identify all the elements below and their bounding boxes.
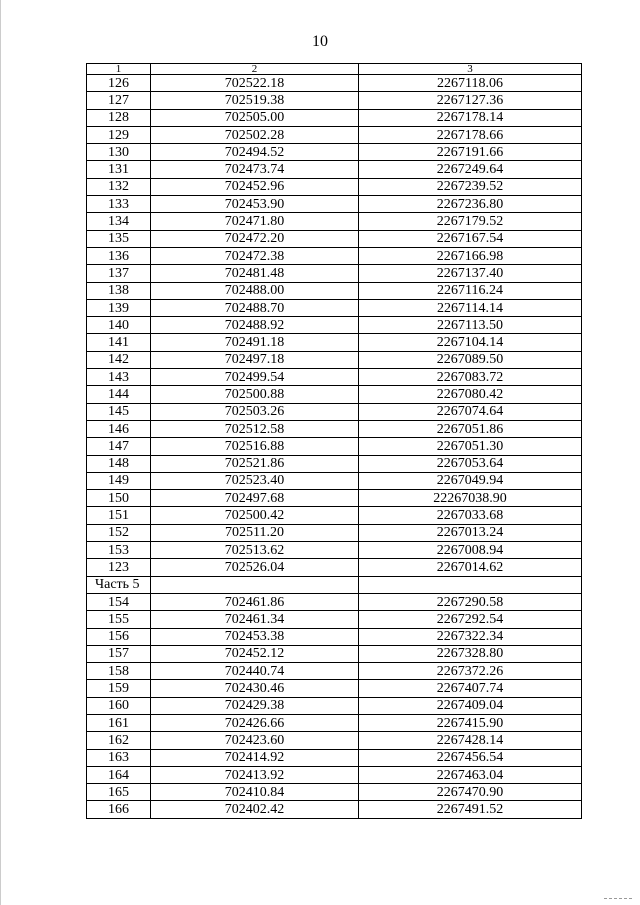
y-coordinate-cell: 2267166.98: [359, 247, 582, 264]
point-number-cell: 131: [87, 161, 151, 178]
coordinates-table-body: [87, 64, 582, 819]
table-row: [87, 663, 582, 680]
table-row: [87, 265, 582, 282]
y-coordinate-cell: 2267322.34: [359, 628, 582, 645]
y-coordinate-cell: 2267127.36: [359, 92, 582, 109]
point-number-cell: 130: [87, 144, 151, 161]
x-coordinate-cell: 702488.92: [151, 317, 359, 334]
x-coordinate-cell: 702472.20: [151, 230, 359, 247]
x-coordinate-cell: 702500.88: [151, 386, 359, 403]
point-number-cell: 142: [87, 351, 151, 368]
y-coordinate-cell: 2267290.58: [359, 593, 582, 610]
x-coordinate-cell: 702522.18: [151, 75, 359, 92]
table-row: [87, 247, 582, 264]
table-row: [87, 455, 582, 472]
point-number-cell: 146: [87, 420, 151, 437]
point-number-cell: 154: [87, 593, 151, 610]
table-row: [87, 196, 582, 213]
point-number-cell: 157: [87, 645, 151, 662]
page-edge: [0, 0, 1, 905]
y-coordinate-cell: 2267080.42: [359, 386, 582, 403]
point-number-cell: 161: [87, 714, 151, 731]
point-number-cell: 132: [87, 178, 151, 195]
table-row: [87, 334, 582, 351]
table-row: [87, 403, 582, 420]
y-coordinate-cell: 2267089.50: [359, 351, 582, 368]
column-header-1: 1: [87, 64, 151, 75]
point-number-cell: 138: [87, 282, 151, 299]
y-coordinate-cell: 2267053.64: [359, 455, 582, 472]
y-coordinate-cell: 2267013.24: [359, 524, 582, 541]
table-row: [87, 593, 582, 610]
x-coordinate-cell: 702505.00: [151, 109, 359, 126]
page-edge-mark: [604, 898, 632, 899]
x-coordinate-cell: 702423.60: [151, 732, 359, 749]
table-row: [87, 161, 582, 178]
x-coordinate-cell: 702481.48: [151, 265, 359, 282]
y-coordinate-cell: 2267116.24: [359, 282, 582, 299]
table-row: [87, 75, 582, 92]
x-coordinate-cell: 702526.04: [151, 559, 359, 576]
x-coordinate-cell: 702500.42: [151, 507, 359, 524]
table-row: [87, 386, 582, 403]
point-number-cell: 144: [87, 386, 151, 403]
table-row: [87, 801, 582, 818]
table-row: [87, 611, 582, 628]
y-coordinate-cell: 2267328.80: [359, 645, 582, 662]
y-coordinate-cell: 2267372.26: [359, 663, 582, 680]
table-row: [87, 369, 582, 386]
y-coordinate-cell: 2267008.94: [359, 542, 582, 559]
x-coordinate-cell: 702452.96: [151, 178, 359, 195]
y-coordinate-cell: 2267178.66: [359, 126, 582, 143]
x-coordinate-cell: 702426.66: [151, 714, 359, 731]
table-row: [87, 472, 582, 489]
y-coordinate-cell: 2267239.52: [359, 178, 582, 195]
table-row: [87, 282, 582, 299]
y-coordinate-cell: 2267179.52: [359, 213, 582, 230]
x-coordinate-cell: 702472.38: [151, 247, 359, 264]
y-coordinate-cell: 2267014.62: [359, 559, 582, 576]
y-coordinate-cell: 2267104.14: [359, 334, 582, 351]
table-row: [87, 213, 582, 230]
y-coordinate-cell: 2267292.54: [359, 611, 582, 628]
x-coordinate-cell: 702471.80: [151, 213, 359, 230]
table-row: [87, 420, 582, 437]
point-number-cell: 149: [87, 472, 151, 489]
table-row: [87, 299, 582, 316]
point-number-cell: 162: [87, 732, 151, 749]
x-coordinate-cell: 702453.38: [151, 628, 359, 645]
x-coordinate-cell: 702402.42: [151, 801, 359, 818]
x-coordinate-cell: 702440.74: [151, 663, 359, 680]
point-number-cell: 166: [87, 801, 151, 818]
y-coordinate-cell: 2267118.06: [359, 75, 582, 92]
section-empty-cell: [151, 576, 359, 593]
x-coordinate-cell: 702519.38: [151, 92, 359, 109]
point-number-cell: 137: [87, 265, 151, 282]
point-number-cell: 163: [87, 749, 151, 766]
y-coordinate-cell: 2267167.54: [359, 230, 582, 247]
point-number-cell: 145: [87, 403, 151, 420]
point-number-cell: 135: [87, 230, 151, 247]
point-number-cell: 164: [87, 766, 151, 783]
table-row: [87, 438, 582, 455]
point-number-cell: 136: [87, 247, 151, 264]
x-coordinate-cell: 702516.88: [151, 438, 359, 455]
point-number-cell: 140: [87, 317, 151, 334]
y-coordinate-cell: 2267033.68: [359, 507, 582, 524]
x-coordinate-cell: 702461.34: [151, 611, 359, 628]
y-coordinate-cell: 2267409.04: [359, 697, 582, 714]
table-row: [87, 542, 582, 559]
point-number-cell: 148: [87, 455, 151, 472]
y-coordinate-cell: 2267456.54: [359, 749, 582, 766]
y-coordinate-cell: 2267191.66: [359, 144, 582, 161]
y-coordinate-cell: 2267113.50: [359, 317, 582, 334]
x-coordinate-cell: 702488.70: [151, 299, 359, 316]
table-row: [87, 749, 582, 766]
x-coordinate-cell: 702430.46: [151, 680, 359, 697]
x-coordinate-cell: 702452.12: [151, 645, 359, 662]
y-coordinate-cell: 2267415.90: [359, 714, 582, 731]
point-number-cell: 153: [87, 542, 151, 559]
x-coordinate-cell: 702491.18: [151, 334, 359, 351]
x-coordinate-cell: 702523.40: [151, 472, 359, 489]
table-row: [87, 109, 582, 126]
x-coordinate-cell: 702473.74: [151, 161, 359, 178]
point-number-cell: 155: [87, 611, 151, 628]
point-number-cell: 143: [87, 369, 151, 386]
table-row: [87, 680, 582, 697]
x-coordinate-cell: 702494.52: [151, 144, 359, 161]
y-coordinate-cell: 2267249.64: [359, 161, 582, 178]
column-header-3: 3: [359, 64, 582, 75]
table-row: [87, 351, 582, 368]
point-number-cell: 160: [87, 697, 151, 714]
point-number-cell: 158: [87, 663, 151, 680]
y-coordinate-cell: 2267137.40: [359, 265, 582, 282]
table-row: [87, 784, 582, 801]
y-coordinate-cell: 2267463.04: [359, 766, 582, 783]
table-row: [87, 628, 582, 645]
point-number-cell: 165: [87, 784, 151, 801]
x-coordinate-cell: 702497.68: [151, 490, 359, 507]
table-row: [87, 732, 582, 749]
y-coordinate-cell: 2267114.14: [359, 299, 582, 316]
point-number-cell: 147: [87, 438, 151, 455]
table-row: [87, 697, 582, 714]
x-coordinate-cell: 702453.90: [151, 196, 359, 213]
y-coordinate-cell: 2267074.64: [359, 403, 582, 420]
x-coordinate-cell: 702513.62: [151, 542, 359, 559]
x-coordinate-cell: 702414.92: [151, 749, 359, 766]
table-row: [87, 766, 582, 783]
y-coordinate-cell: 2267051.30: [359, 438, 582, 455]
x-coordinate-cell: 702499.54: [151, 369, 359, 386]
point-number-cell: 127: [87, 92, 151, 109]
y-coordinate-cell: 2267049.94: [359, 472, 582, 489]
table-row: [87, 92, 582, 109]
section-empty-cell: [359, 576, 582, 593]
y-coordinate-cell: 2267407.74: [359, 680, 582, 697]
x-coordinate-cell: 702503.26: [151, 403, 359, 420]
table-row: [87, 317, 582, 334]
x-coordinate-cell: 702410.84: [151, 784, 359, 801]
table-row: [87, 144, 582, 161]
point-number-cell: 133: [87, 196, 151, 213]
table-row: [87, 645, 582, 662]
table-row: [87, 490, 582, 507]
point-number-cell: 159: [87, 680, 151, 697]
point-number-cell: 156: [87, 628, 151, 645]
x-coordinate-cell: 702511.20: [151, 524, 359, 541]
x-coordinate-cell: 702512.58: [151, 420, 359, 437]
point-number-cell: 129: [87, 126, 151, 143]
y-coordinate-cell: 2267083.72: [359, 369, 582, 386]
y-coordinate-cell: 22267038.90: [359, 490, 582, 507]
x-coordinate-cell: 702497.18: [151, 351, 359, 368]
table-row: [87, 230, 582, 247]
y-coordinate-cell: 2267178.14: [359, 109, 582, 126]
point-number-cell: 126: [87, 75, 151, 92]
x-coordinate-cell: 702413.92: [151, 766, 359, 783]
column-header-2: 2: [151, 64, 359, 75]
y-coordinate-cell: 2267051.86: [359, 420, 582, 437]
section-label: Часть 5: [87, 576, 151, 593]
point-number-cell: 151: [87, 507, 151, 524]
point-number-cell: 123: [87, 559, 151, 576]
point-number-cell: 152: [87, 524, 151, 541]
y-coordinate-cell: 2267428.14: [359, 732, 582, 749]
x-coordinate-cell: 702502.28: [151, 126, 359, 143]
point-number-cell: 141: [87, 334, 151, 351]
table-row: [87, 178, 582, 195]
point-number-cell: 134: [87, 213, 151, 230]
table-row: [87, 559, 582, 576]
table-row: [87, 507, 582, 524]
point-number-cell: 128: [87, 109, 151, 126]
table-row: [87, 714, 582, 731]
y-coordinate-cell: 2267470.90: [359, 784, 582, 801]
table-row: [87, 126, 582, 143]
table-header-row: [87, 64, 582, 75]
point-number-cell: 139: [87, 299, 151, 316]
x-coordinate-cell: 702429.38: [151, 697, 359, 714]
y-coordinate-cell: 2267491.52: [359, 801, 582, 818]
section-row: [87, 576, 582, 593]
y-coordinate-cell: 2267236.80: [359, 196, 582, 213]
coordinates-table: [86, 63, 582, 819]
point-number-cell: 150: [87, 490, 151, 507]
x-coordinate-cell: 702521.86: [151, 455, 359, 472]
x-coordinate-cell: 702461.86: [151, 593, 359, 610]
table-row: [87, 524, 582, 541]
x-coordinate-cell: 702488.00: [151, 282, 359, 299]
page-number: 10: [312, 33, 328, 50]
